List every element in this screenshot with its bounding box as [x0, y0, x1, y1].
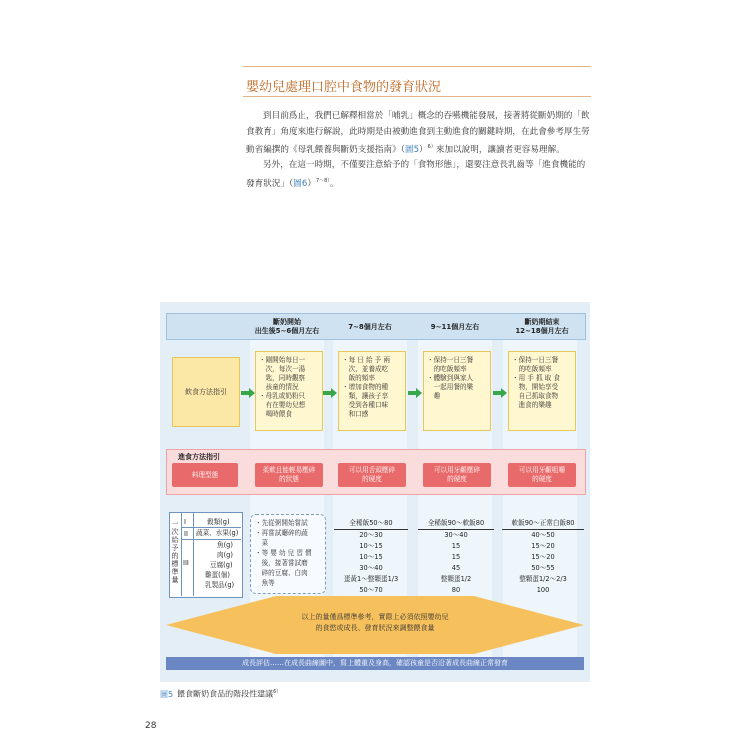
amounts-stage-4: 軟飯90～正常白飯80 40～50 15～20 15～20 50～55 整顆蛋1/2～2/3 100	[502, 518, 584, 596]
paragraph-1-c: 來加以說明，讓讀者更容易理解。	[435, 144, 565, 155]
group-label: III	[183, 559, 189, 567]
feeding-box-stage-4: ・保持一日三餐 的吃飯頻率 ・用 手 抓 取 食 物，開始享受 自己抓取食物 進食的樂趣	[508, 351, 576, 431]
body-text	[246, 109, 592, 192]
stage-header-3: 9~11個月左右	[430, 322, 480, 331]
top-rule	[243, 66, 591, 67]
adjustment-note: 以上的量僅爲標準參考，實際上必須依照嬰幼兒 的食慾或成長、發育狀況來調整餵食量	[301, 613, 449, 632]
figure-5-ref: 圖5	[404, 144, 420, 155]
food-label: 蔬菜、水果(g)	[196, 529, 239, 537]
caption-figure-number: 圖5	[160, 689, 174, 699]
food-label: 雞蛋(個)	[205, 571, 230, 579]
paragraph-1	[246, 109, 592, 158]
arrow-icon	[323, 390, 337, 396]
paragraph-2	[246, 158, 592, 192]
section-heading: 嬰幼兒處理口腔中食物的發育狀況	[246, 80, 442, 95]
growth-evaluation-banner: 成長評估……在成長曲線圖中，寫上體重及身高，確認孩童是否沿著成長曲線正常發育	[166, 657, 584, 670]
heading-rule	[243, 96, 591, 97]
feeding-box-stage-2: ・每 日 給 予 兩 次，並養成吃 飯的頻率 ・增加食物的種 類，讓孩子享 受到各種口味 和口感	[338, 351, 406, 431]
feeding-box-stage-3: ・保持一日三餐 的吃飯頻率 ・體驗到與家人 一起用餐的樂 趣	[423, 351, 491, 431]
figure-caption	[160, 688, 281, 700]
citation-7-8: 7～8）	[315, 177, 330, 184]
food-label: 豆腐(g)	[210, 561, 233, 569]
table-divider	[193, 512, 194, 596]
citation-6: 6）	[427, 144, 436, 150]
arrow-icon	[493, 390, 507, 396]
stage-header-2: 7~8個月左右	[348, 322, 392, 331]
arrow-icon	[241, 390, 255, 396]
feeding-guide-label: 飲食方法指引	[172, 357, 240, 427]
arrow-icon	[408, 390, 422, 396]
stage-header-4: 斷奶期結束 12~18個月左右	[515, 318, 569, 335]
texture-box-stage-2: 可以用舌頭壓碎 的硬度	[338, 463, 406, 487]
table-divider	[181, 512, 182, 596]
paragraph-1-b: ）	[419, 144, 428, 155]
texture-label: 料理型態	[172, 463, 238, 487]
texture-box-stage-4: 可以用牙齦咀嚼 的硬度	[508, 463, 576, 487]
food-label: 肉(g)	[217, 551, 233, 559]
figure-6-ref: 圖6	[293, 178, 308, 189]
paragraph-1-a: 到目前爲止，我們已解釋相當於「哺乳」概念的吞嚥機能發展，接著將從斷奶期的「飲食教育」角度來進行解說，此時期是由被動進食到主動進食的關鍵時期，在此會參考厚生勞動省編撰的《母乳餵養與斷奶支援指南》（	[246, 111, 590, 155]
food-label: 穀類(g)	[207, 518, 230, 526]
standard-amount-label: 一次給予的標準量	[171, 520, 179, 584]
texture-box-stage-3: 可以用牙齦壓碎 的硬度	[423, 463, 491, 487]
amounts-stage-3: 全稀飯90～軟飯80 30～40 15 15 45 整顆蛋1/2 80	[418, 518, 494, 596]
group-label: II	[184, 530, 188, 538]
feeding-box-stage-1: ・剛開始每日一 次，每次一湯 匙，同時觀察 孩童的情況 ・母乳或奶粉只 有在嬰幼兒想 喝時餵食	[255, 351, 323, 431]
paragraph-2-b: ）	[307, 178, 316, 189]
eating-guide-label: 進食方法指引	[178, 453, 220, 461]
paragraph-2-a: 另外，在這一時期，不僅要注意給予的「食物形態」，還要注意長乳齒等「進食機能的發育狀況」（	[246, 160, 586, 189]
group-label: I	[184, 518, 186, 526]
paragraph-2-c: 。	[329, 178, 339, 189]
caption-text: 餵食斷奶食品的階段性建議	[177, 689, 274, 699]
page-number: 28	[145, 721, 157, 731]
texture-box-stage-1: 柔軟且能輕易壓碎 的狀態	[255, 463, 323, 487]
amounts-stage-2: 全稀飯50～80 20～30 10～15 10～15 30～40 蛋黃1～整顆蛋1/3 50～70	[334, 518, 408, 596]
food-label: 乳製品(g)	[205, 581, 235, 589]
caption-citation: 6）	[273, 689, 282, 695]
stage-header-1: 斷奶開始 出生後5~6個月左右	[254, 318, 320, 335]
food-label: 魚(g)	[217, 541, 233, 549]
start-stage-note: ・先從粥開始嘗試 ・再嘗試廳碎的蔬 菜 ・等 嬰 幼 兒 習 慣 後，接著嘗試磨 碎的豆腐、白肉 魚等	[250, 514, 326, 594]
